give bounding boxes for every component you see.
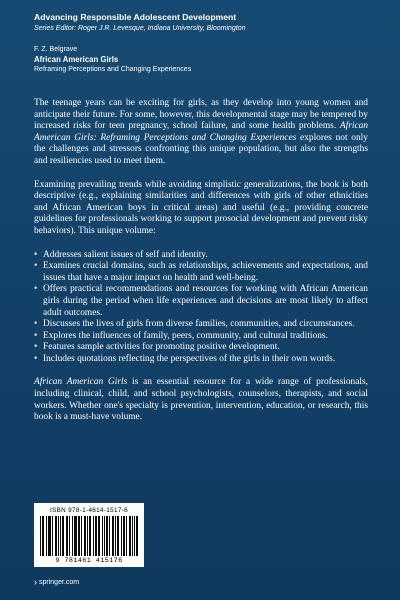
barcode-bar	[85, 516, 86, 556]
bullet-icon: •	[34, 261, 38, 272]
bullet-icon: •	[34, 284, 38, 295]
barcode-bar	[95, 516, 96, 556]
barcode-digits: 9 781461 415176	[55, 557, 123, 565]
publisher-url: springer.com	[39, 578, 80, 586]
series-title: Advancing Responsible Adolescent Development	[34, 12, 237, 22]
intro-text-b: explores not only the challenges and stressors confronting this unique population, but also the strengths and resiliencies used to meet them.	[34, 132, 368, 166]
barcode-bar	[89, 516, 90, 556]
barcode-bar	[48, 516, 49, 556]
barcode-bar	[129, 516, 130, 556]
list-item-text: Features sample activities for promoting positive development.	[43, 342, 280, 353]
features-list	[34, 250, 368, 366]
intro-book-title: African American Girls: Reframing Perceptions and Changing Experiences	[34, 121, 368, 143]
publisher-link[interactable]	[34, 578, 79, 586]
description-text	[34, 98, 368, 436]
barcode-bar	[50, 516, 51, 556]
list-item	[34, 354, 368, 366]
barcode-bar	[107, 516, 108, 556]
series-editor: Series Editor: Roger J.R. Levesque, Indiana University, Bloomington	[34, 25, 246, 32]
barcode-bar	[63, 516, 64, 556]
barcode-bar	[104, 516, 105, 556]
author-name: F. Z. Belgrave	[34, 46, 78, 53]
barcode-bar	[81, 516, 82, 556]
barcode-bar	[109, 516, 110, 556]
bullet-icon: •	[34, 330, 38, 341]
list-item-text: Examines crucial domains, such as relationships, achievements and expectations, and issues that have a major impact on health and well-being.	[43, 261, 368, 283]
intro-paragraph	[34, 98, 368, 168]
list-item-text: Explores the influences of family, peers, community, and cultural traditions.	[43, 330, 328, 341]
list-item	[34, 261, 368, 284]
bullet-icon: •	[34, 319, 38, 330]
barcode-bar	[118, 516, 119, 556]
list-item	[34, 342, 368, 354]
barcode-bar	[43, 516, 44, 556]
barcode-bar	[67, 516, 68, 556]
barcode-bar	[106, 516, 107, 556]
barcode-image	[40, 516, 138, 556]
barcode-bar	[69, 516, 70, 556]
list-item	[34, 319, 368, 331]
list-item-text: Offers practical recommendations and resources for working with African American girls during the period when life experiences and decisions are most likely to affect adult outcomes.	[43, 284, 368, 318]
book-title: African American Girls	[34, 55, 119, 64]
barcode-bar	[115, 516, 116, 556]
barcode-bar	[62, 516, 63, 556]
barcode-bar	[52, 516, 53, 556]
barcode-bar	[49, 516, 50, 556]
closing-book-title: African American Girls	[34, 377, 128, 388]
barcode-bar	[60, 516, 61, 556]
intro-text-a: The teenage years can be exciting for girls, as they develop into young women and anticipate their future. For some, however, this developmental stage may be tempered by increased risks for teen pregnancy, school failure, and some health problems.	[34, 98, 368, 132]
barcode-bar	[72, 516, 73, 556]
barcode-bar	[78, 516, 79, 556]
barcode-bar	[117, 516, 118, 556]
barcode-bar	[75, 516, 76, 556]
barcode-bar	[55, 516, 56, 556]
barcode-bar	[74, 516, 75, 556]
barcode-bar	[112, 516, 113, 556]
barcode-bar	[124, 516, 125, 556]
barcode-bar	[79, 516, 80, 556]
isbn-label: ISBN 978-1-4614-1517-6	[49, 507, 128, 514]
barcode-bar	[123, 516, 124, 556]
list-item-text: Discusses the lives of girls from diverse families, communities, and circumstances.	[43, 319, 355, 330]
barcode-bar	[96, 516, 97, 556]
barcode-bar	[76, 516, 77, 556]
barcode-bar	[58, 516, 59, 556]
barcode-bar	[56, 516, 57, 556]
barcode-bar	[134, 516, 135, 556]
barcode-bar	[93, 516, 94, 556]
bullet-icon: •	[34, 249, 38, 260]
list-item	[34, 331, 368, 343]
barcode-bar	[90, 516, 91, 556]
barcode-bar	[84, 516, 85, 556]
closing-text: is an essential resource for a wide range of professionals, including clinical, child, and school psychologists, counselors, therapists, and social workers. Whether one's specialty is prevention, intervention, education, or research, this book is a must-have volume.	[34, 377, 368, 423]
barcode-bar	[137, 516, 138, 556]
bullet-icon: •	[34, 353, 38, 364]
barcode-bar	[46, 516, 47, 556]
barcode-bar	[42, 516, 43, 556]
barcode-bar	[121, 516, 122, 556]
bullet-icon: •	[34, 342, 38, 353]
barcode-bar	[136, 516, 137, 556]
list-item-text: Includes quotations reflecting the perspectives of the girls in their own words.	[43, 353, 336, 364]
list-item	[34, 284, 368, 319]
series-header	[34, 12, 374, 75]
barcode-bar	[130, 516, 131, 556]
isbn-barcode-box	[34, 503, 144, 567]
overview-paragraph: Examining prevailing trends while avoiding simplistic generalizations, the book is both descriptive (e.g., explaining similarities and differences with girls of other ethnicities and African American boys in critical areas) and useful (e.g., providing concrete guidelines for professionals working to support prosocial development and prevent risky behaviors). This unique volume:	[34, 179, 368, 236]
barcode-bar	[126, 516, 127, 556]
barcode-bar	[98, 516, 99, 556]
barcode-bar	[132, 516, 133, 556]
list-item	[34, 250, 368, 262]
barcode-bar	[102, 516, 103, 556]
closing-paragraph	[34, 377, 368, 423]
barcode-bar	[40, 516, 41, 556]
barcode-bar	[87, 516, 88, 556]
list-item-text: Addresses salient issues of self and identity.	[43, 249, 208, 260]
barcode-bar	[99, 516, 100, 556]
springer-chevron-icon: ›	[34, 577, 37, 587]
book-subtitle: Reframing Perceptions and Changing Experiences	[34, 66, 192, 73]
barcode-bar	[66, 516, 67, 556]
barcode-bar	[113, 516, 114, 556]
